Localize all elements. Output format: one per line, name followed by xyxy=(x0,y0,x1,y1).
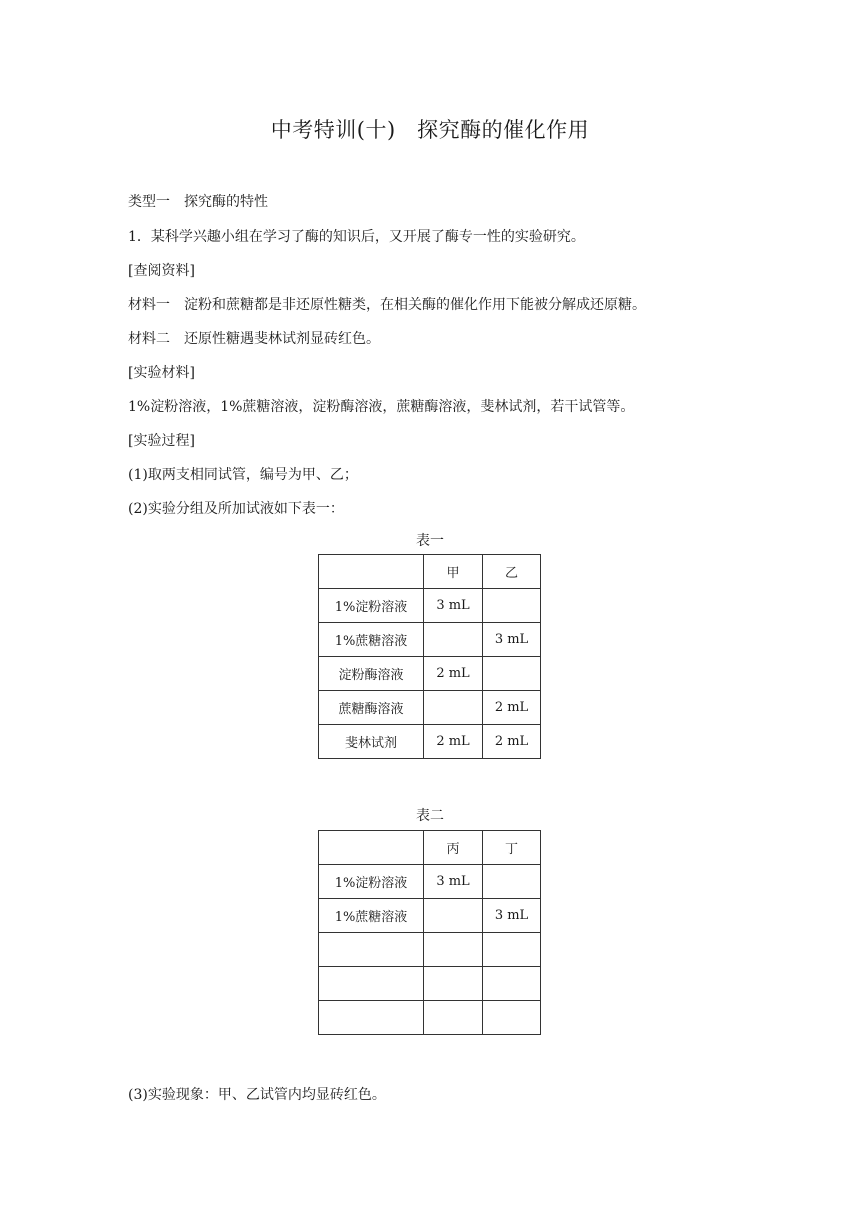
table2 xyxy=(318,830,541,1035)
table-cell xyxy=(483,657,541,691)
table-row xyxy=(319,899,541,933)
table-cell: 1%蔗糖溶液 xyxy=(319,899,424,933)
table-cell xyxy=(483,967,541,1001)
table-cell: 3 mL xyxy=(483,899,541,933)
page-title: 中考特训(十) 探究酶的催化作用 xyxy=(270,118,590,142)
table-cell: 2 mL xyxy=(483,725,541,759)
table-cell xyxy=(424,623,483,657)
table-cell: 蔗糖酶溶液 xyxy=(319,691,424,725)
table-cell xyxy=(424,899,483,933)
material-one: 材料一 淀粉和蔗糖都是非还原性糖类，在相关酶的催化作用下能被分解成还原糖。 xyxy=(128,297,646,313)
table-cell xyxy=(483,1001,541,1035)
table-cell: 1%淀粉溶液 xyxy=(319,589,424,623)
table-cell xyxy=(319,967,424,1001)
table-cell: 斐林试剂 xyxy=(319,725,424,759)
table-cell xyxy=(424,1001,483,1035)
table-row xyxy=(319,725,541,759)
table-row xyxy=(319,831,541,865)
table-row xyxy=(319,623,541,657)
table-cell: 1%淀粉溶液 xyxy=(319,865,424,899)
table-cell: 2 mL xyxy=(424,725,483,759)
table-cell: 甲 xyxy=(424,555,483,589)
table-row xyxy=(319,1001,541,1035)
table-cell xyxy=(319,831,424,865)
table-cell xyxy=(424,967,483,1001)
table-cell xyxy=(483,933,541,967)
table-cell xyxy=(483,589,541,623)
table-cell xyxy=(319,1001,424,1035)
table-row xyxy=(319,589,541,623)
table-cell: 1%蔗糖溶液 xyxy=(319,623,424,657)
table-cell: 丙 xyxy=(424,831,483,865)
subheading-references: [查阅资料] xyxy=(128,263,195,279)
table-cell xyxy=(424,691,483,725)
table-cell: 乙 xyxy=(483,555,541,589)
table-cell: 丁 xyxy=(483,831,541,865)
table-cell xyxy=(319,933,424,967)
table-row xyxy=(319,933,541,967)
table2-caption: 表二 xyxy=(416,808,444,824)
table1 xyxy=(318,554,541,759)
subheading-materials: [实验材料] xyxy=(128,365,195,381)
table-cell: 2 mL xyxy=(424,657,483,691)
process-step-1: (1)取两支相同试管，编号为甲、乙； xyxy=(128,467,358,483)
material-two: 材料二 还原性糖遇斐林试剂显砖红色。 xyxy=(128,331,380,347)
table-row xyxy=(319,691,541,725)
table-row xyxy=(319,865,541,899)
process-step-2: (2)实验分组及所加试液如下表一： xyxy=(128,501,344,517)
table-cell: 3 mL xyxy=(483,623,541,657)
table-cell xyxy=(424,933,483,967)
table1-caption: 表一 xyxy=(416,533,444,549)
process-step-3: (3)实验现象：甲、乙试管内均显砖红色。 xyxy=(128,1087,386,1103)
table-row xyxy=(319,657,541,691)
table-cell xyxy=(483,865,541,899)
question-intro: 1．某科学兴趣小组在学习了酶的知识后，又开展了酶专一性的实验研究。 xyxy=(128,229,585,245)
table-cell: 3 mL xyxy=(424,589,483,623)
table-cell: 2 mL xyxy=(483,691,541,725)
table-row xyxy=(319,555,541,589)
table-row xyxy=(319,967,541,1001)
table-cell: 淀粉酶溶液 xyxy=(319,657,424,691)
table-cell xyxy=(319,555,424,589)
table-cell: 3 mL xyxy=(424,865,483,899)
materials-list: 1%淀粉溶液，1%蔗糖溶液，淀粉酶溶液，蔗糖酶溶液，斐林试剂，若干试管等。 xyxy=(128,399,635,415)
subheading-process: [实验过程] xyxy=(128,433,195,449)
section-heading: 类型一 探究酶的特性 xyxy=(128,194,268,210)
